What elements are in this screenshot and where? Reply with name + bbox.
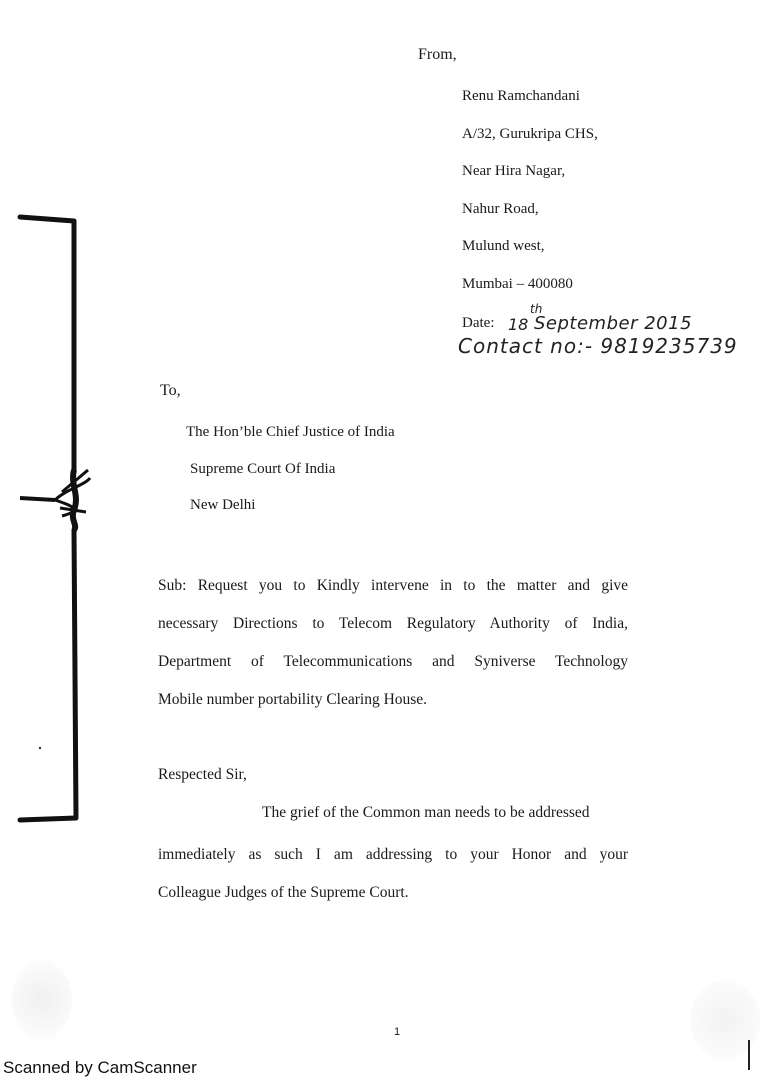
- recipient-line-1: The Hon’ble Chief Justice of India: [186, 424, 395, 440]
- sender-address-line-3: Nahur Road,: [462, 201, 539, 217]
- subject-paragraph: [158, 567, 628, 719]
- sender-name: Renu Ramchandani: [462, 88, 580, 104]
- body-line-2: immediately as such I am addressing to your Honor and your: [158, 846, 628, 863]
- subject-line-4: Mobile number portability Clearing House.: [158, 691, 428, 708]
- date-day-handwritten: 18: [508, 315, 529, 334]
- date-label: Date:: [462, 315, 495, 331]
- from-label: From,: [418, 46, 457, 63]
- camscanner-footer: Scanned by CamScanner: [3, 1058, 197, 1077]
- sender-address-line-1: A/32, Gurukripa CHS,: [462, 126, 598, 142]
- sender-address-line-5: Mumbai – 400080: [462, 276, 573, 292]
- salutation: Respected Sir,: [158, 766, 247, 783]
- subject-line-2: necessary Directions to Telecom Regulatory Authority of India,: [158, 615, 628, 632]
- scan-edge-mark: [748, 1040, 750, 1070]
- sender-address-line-4: Mulund west,: [462, 238, 545, 254]
- body-line-3: Colleague Judges of the Supreme Court.: [158, 884, 409, 901]
- body-paragraph: [158, 836, 628, 912]
- recipient-line-2: Supreme Court Of India: [190, 461, 336, 477]
- contact-number-handwritten: Contact no:- 9819235739: [458, 334, 738, 358]
- to-label: To,: [160, 382, 181, 399]
- subject-line-1: Sub: Request you to Kindly intervene in to the matter and give: [158, 577, 628, 594]
- date-handwritten: September 2015: [534, 313, 693, 334]
- binder-tag-graphic: [0, 0, 110, 840]
- scan-noise: [12, 960, 72, 1040]
- sender-address-line-2: Near Hira Nagar,: [462, 163, 566, 179]
- body-first-line: The grief of the Common man needs to be addressed: [262, 804, 590, 821]
- recipient-line-3: New Delhi: [190, 497, 256, 513]
- date-suffix-handwritten: th: [530, 302, 543, 316]
- page-number: 1: [394, 1026, 401, 1038]
- subject-line-3: Department of Telecommunications and Syniverse Technology: [158, 653, 628, 670]
